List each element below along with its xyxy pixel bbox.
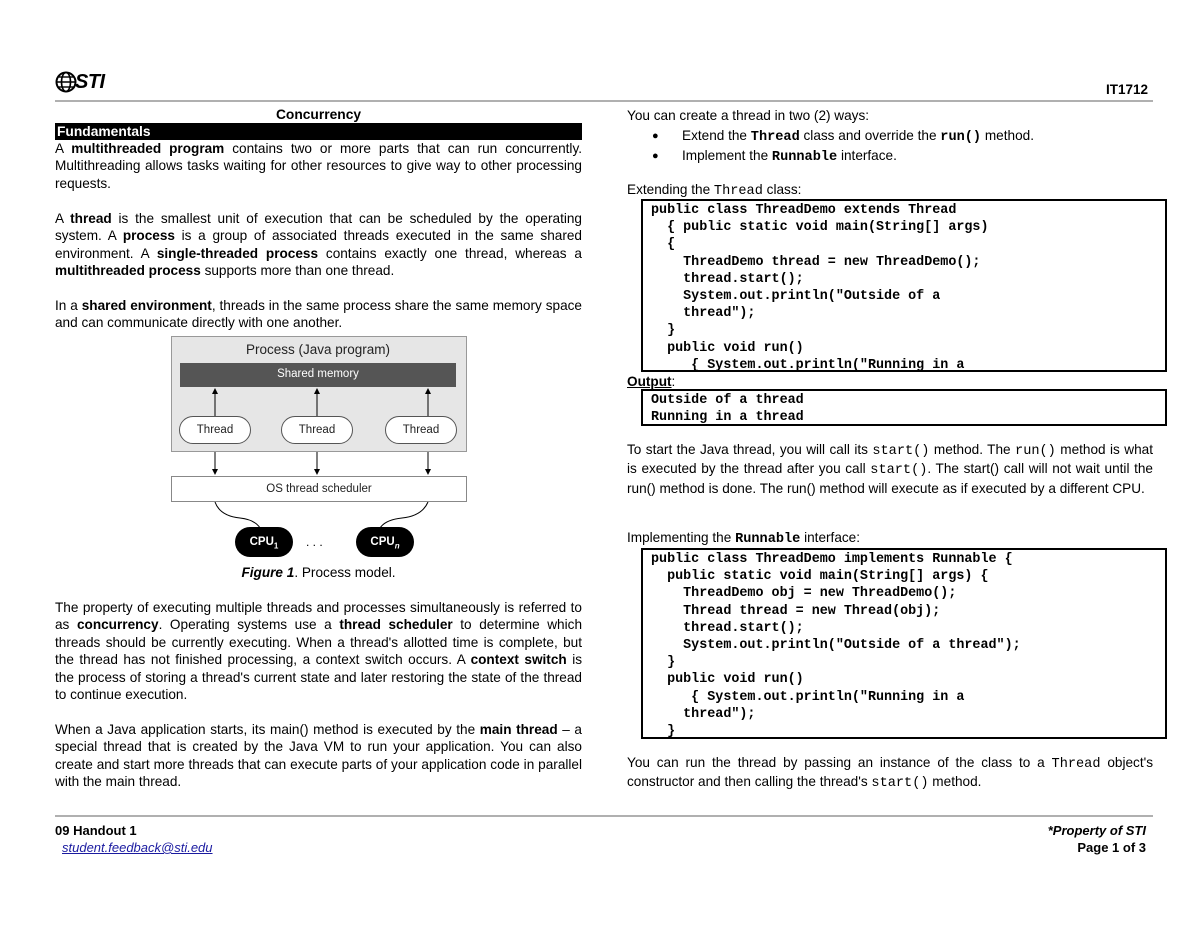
paragraph-run-thread: You can run the thread by passing an instance of the class to a Thread object's constructor and then calling the thread's start() method. [627, 755, 1153, 792]
code-block-implements-runnable [641, 548, 1167, 739]
code-line: public static void main(String[] args) { [651, 569, 989, 585]
code-line: thread"); [651, 306, 756, 322]
intro-text: You can create a thread in two (2) ways: [627, 108, 870, 123]
footer-rule [55, 815, 1153, 817]
scheduler-box: OS thread scheduler [171, 476, 467, 502]
sti-logo [55, 70, 105, 94]
paragraph-shared-environment: In a shared environment, threads in the same process share the same memory space and can communicate directly with one another. [55, 298, 582, 331]
code-line: System.out.println("Outside of a [651, 289, 941, 305]
code-line: System.out.println("Outside of a thread"); [651, 638, 1021, 654]
code-line: thread"); [651, 706, 756, 722]
code-line: } [651, 323, 676, 339]
thread-oval-3: Thread [385, 416, 457, 444]
logo-text: STI [75, 70, 105, 93]
figure-caption: Figure 1. Process model. [241, 565, 396, 580]
sti-globe-icon [55, 71, 77, 93]
page-number: Page 1 of 3 [1077, 840, 1146, 855]
ways-list [627, 127, 1157, 167]
list-item: ● Implement the Runnable interface. [627, 147, 1157, 167]
figure-arrows [170, 336, 468, 562]
code-line: public class ThreadDemo implements Runnable { [651, 552, 1013, 567]
feedback-email-link[interactable]: student.feedback@sti.edu [62, 840, 213, 855]
course-code: IT1712 [1105, 82, 1148, 97]
output-label: Output: [627, 374, 676, 389]
code-line: { [651, 237, 676, 253]
cpu-n: $CPU_n$ [356, 527, 414, 557]
section-title: Concurrency [275, 107, 362, 122]
code-line: thread.start(); [651, 620, 804, 636]
process-label: Process (Java program) [245, 342, 391, 357]
code-block-extends-thread [641, 199, 1167, 372]
code-line: Outside of a thread [651, 393, 804, 408]
paragraph-thread: A thread is the smallest unit of execution that can be scheduled by the operating system. A process is a group of associated threads executed in the same shared environment. A single-threaded process contains exactly one thread, whereas a multithreaded process supports more than one thread. [55, 211, 582, 279]
code-line: ThreadDemo thread = new ThreadDemo(); [651, 254, 981, 270]
handout-label: 09 Handout 1 [55, 823, 137, 838]
shared-memory-label: Shared memory [277, 368, 359, 380]
process-model-figure [170, 336, 468, 562]
paragraph-concurrency: The property of executing multiple threads and processes simultaneously is referred to as concurrency. Operating systems use a thread scheduler to determine which threads should be currently executing. When a thread's allotted time is complete, but the thread has not finished processing, a context switch occurs. A context switch is the process of storing a thread's current state and later restoring the state of the thread to continue execution. [55, 600, 583, 703]
thread-oval-2: Thread [281, 416, 353, 444]
list-item: ● Extend the Thread class and override the run() method. [627, 127, 1157, 147]
paragraph-multithreaded: A multithreaded program contains two or more parts that can run concurrently. Multithreading allows tasks waiting for other resources to give way to other processing requests. [55, 141, 583, 191]
cpu-1: $CPU_1$ [235, 527, 293, 557]
code-line: { System.out.println("Running in a [651, 357, 965, 372]
code-line: Running in a thread [651, 410, 804, 426]
code-line: ThreadDemo obj = new ThreadDemo(); [651, 586, 957, 602]
code-line: public class ThreadDemo extends Thread [651, 203, 957, 218]
paragraph-main-thread: When a Java application starts, its main() method is executed by the main thread – a special thread that is created by the Java VM to run your application. You can also create and start more threads that can execute parts of your application code in parallel with the main thread. [55, 722, 582, 790]
header-rule [55, 100, 1153, 102]
code-line: { System.out.println("Running in a [651, 689, 965, 705]
code-line: thread.start(); [651, 271, 804, 287]
code-line: public void run() [651, 340, 804, 356]
subsection-title: Fundamentals [57, 124, 151, 139]
extending-label: Extending the Thread class: [627, 182, 802, 199]
code-line: Thread thread = new Thread(obj); [651, 603, 941, 619]
code-line: } [651, 655, 676, 671]
code-line: public void run() [651, 672, 804, 688]
cpu-dots: . . . [306, 535, 323, 549]
output-block [641, 389, 1167, 426]
code-line: } [651, 724, 676, 739]
paragraph-start-thread: To start the Java thread, you will call its start() method. The run() method is what is executed by the thread after you call start(). The start() call will not wait until the run() method is done. The run() method will execute as if executed by a different CPU. [627, 442, 1153, 496]
property-label: *Property of STI [1047, 823, 1146, 838]
implementing-label: Implementing the Runnable interface: [627, 530, 861, 547]
thread-oval-1: Thread [179, 416, 251, 444]
code-line: { public static void main(String[] args) [651, 220, 989, 236]
